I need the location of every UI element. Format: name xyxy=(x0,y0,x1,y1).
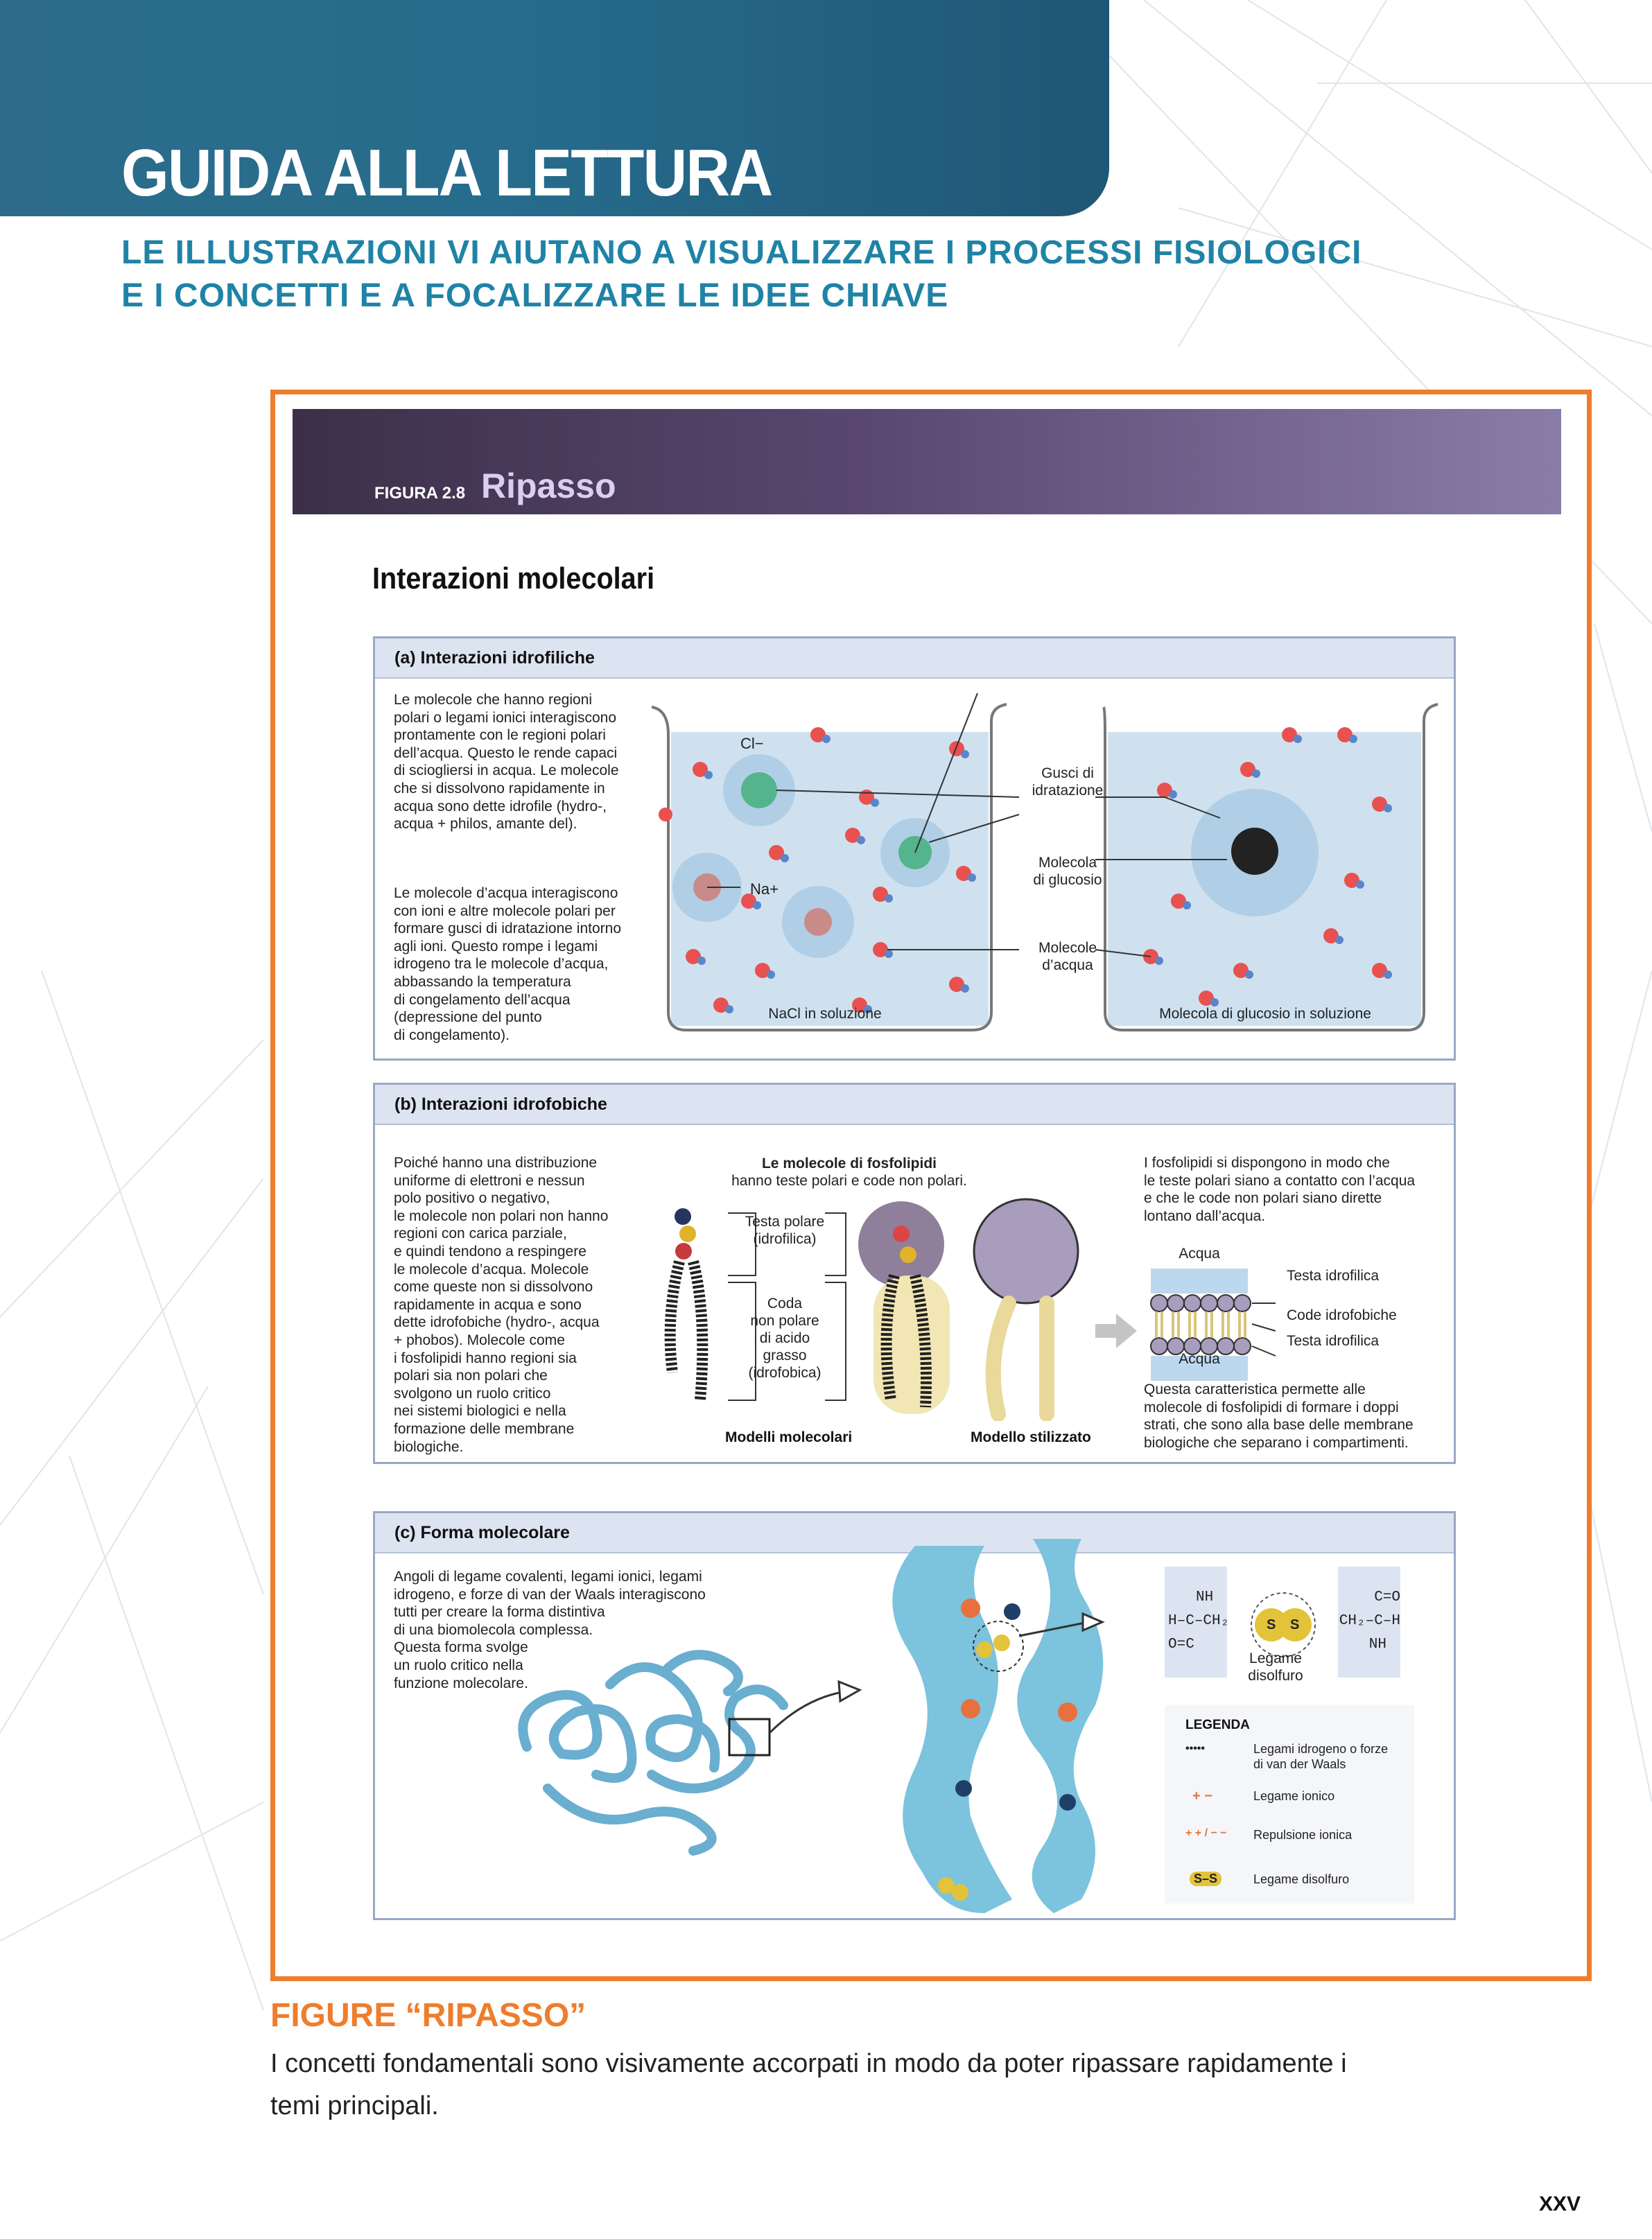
text-line: NH xyxy=(1196,1589,1214,1605)
panel-b-text-bottom xyxy=(1144,1381,1449,1452)
legend-symbol: ••••• xyxy=(1185,1743,1206,1754)
text-line: dette idrofobiche (hydro-, acqua xyxy=(394,1314,600,1331)
molecular-model-2 xyxy=(858,1201,950,1414)
legend-label: Repulsione ionica xyxy=(1253,1828,1353,1842)
text-line: le molecole non polari non hanno xyxy=(394,1208,609,1224)
text-line: Poiché hanno una distribuzione xyxy=(394,1155,598,1171)
text-line: rapidamente in acqua e sono xyxy=(394,1296,582,1313)
text-line: idrogeno tra le molecole d’acqua, xyxy=(394,956,609,973)
text-line: acqua sono dette idrofile (hydro-, xyxy=(394,798,607,814)
text-line: molecole di fosfolipidi di formare i doppi xyxy=(1144,1399,1399,1415)
text-line: uniforme di elettroni e nessun xyxy=(394,1172,585,1189)
caption-stylized-model: Modello stilizzato xyxy=(971,1429,1091,1445)
text-line: lontano dall’acqua. xyxy=(1144,1208,1266,1224)
text-line: Le molecole d’acqua interagiscono xyxy=(394,885,618,901)
text-line: + phobos). Molecole come xyxy=(394,1332,565,1348)
text-line: CH₂–C–H xyxy=(1339,1613,1400,1629)
text-line: tutti per creare la forma distintiva xyxy=(394,1604,605,1621)
text-line: Testa polare xyxy=(745,1214,825,1230)
chem-right-formula xyxy=(1296,1586,1400,1657)
text-line: regioni con carica parziale, xyxy=(394,1226,567,1242)
text-line: con ioni e altre molecole polari per xyxy=(394,903,616,919)
legend-box xyxy=(1165,1705,1414,1903)
label-hydration-shells xyxy=(1016,765,1120,799)
page-subtitle xyxy=(121,232,1362,317)
text-line: svolgono un ruolo critico xyxy=(394,1385,551,1402)
text-line: biologiche che separano i compartimenti. xyxy=(1144,1434,1409,1451)
legend-symbol: + + / − − xyxy=(1185,1827,1227,1839)
text-line: C=O xyxy=(1374,1589,1400,1605)
text-line: un ruolo critico nella xyxy=(394,1657,523,1673)
text-line: di sciogliersi in acqua. Le molecole xyxy=(394,763,619,779)
sodium-ion xyxy=(804,908,832,936)
panel-b-text-right xyxy=(1144,1154,1449,1225)
protein-ribbon xyxy=(523,1655,783,1851)
text-line: di congelamento). xyxy=(394,1027,510,1043)
text-line: di glucosio xyxy=(1033,872,1102,888)
subtitle-line-1: LE ILLUSTRAZIONI VI AIUTANO A VISUALIZZARE I PROCESSI FISIOLOGICI xyxy=(121,234,1362,271)
text-line: d’acqua xyxy=(1042,957,1093,973)
beaker-1-caption: NaCl in soluzione xyxy=(768,1006,882,1022)
text-line: strati, che sono alla base delle membrane xyxy=(1144,1417,1414,1434)
text-line: hanno teste polari e code non polari. xyxy=(731,1173,967,1189)
label-chloride: Cl− xyxy=(740,735,764,752)
text-line: (idrofilica) xyxy=(753,1231,817,1247)
protein-strands xyxy=(892,1539,1103,1913)
text-line: funzione molecolare. xyxy=(394,1675,528,1691)
arrow-icon xyxy=(1095,1314,1137,1348)
text-line: di congelamento dell’acqua xyxy=(394,991,571,1008)
text-line: Gusci di xyxy=(1041,765,1094,781)
text-line: agli ioni. Questo rompe i legami xyxy=(394,938,598,955)
page-title: GUIDA ALLA LETTURA xyxy=(121,136,772,210)
chem-left-formula xyxy=(1168,1586,1251,1657)
text-line: formazione delle membrane xyxy=(394,1420,575,1437)
caption-molecular-models: Modelli molecolari xyxy=(725,1429,853,1445)
text-line: idrogeno, e forze di van der Waals interagiscono xyxy=(394,1586,706,1603)
text-line: acqua + philos, amante del). xyxy=(394,816,577,833)
panel-b-text-1 xyxy=(394,1154,657,1456)
legend-label: Legame ionico xyxy=(1253,1789,1335,1803)
text-line: (idrofobica) xyxy=(748,1365,821,1381)
phospholipid-title xyxy=(707,1155,991,1190)
text-line: nei sistemi biologici e nella xyxy=(394,1403,566,1420)
label-water-molecules xyxy=(1016,939,1120,974)
text-line: Molecola xyxy=(1038,855,1097,871)
legend-label xyxy=(1253,1741,1413,1772)
text-line: che si dissolvono rapidamente in xyxy=(394,780,605,796)
bilayer-water-bottom: Acqua xyxy=(1179,1351,1220,1367)
text-line: Legami idrogeno o forze xyxy=(1253,1742,1389,1756)
text-line: di acido xyxy=(759,1330,810,1346)
bilayer-water-top: Acqua xyxy=(1179,1246,1220,1262)
text-line: di una biomolecola complessa. xyxy=(394,1621,593,1638)
text-line: le teste polari siano a contatto con l’acqua xyxy=(1144,1172,1416,1189)
legend-title: LEGENDA xyxy=(1185,1718,1250,1732)
caption-title: FIGURE “RIPASSO” xyxy=(270,1997,586,2034)
figure-name: Ripasso xyxy=(481,467,616,505)
stylized-phospholipid xyxy=(974,1199,1078,1414)
label-hydrophilic-head-bottom: Testa idrofilica xyxy=(1287,1333,1380,1349)
text-line: polo positivo o negativo, xyxy=(394,1190,550,1207)
page-number: XXV xyxy=(1539,2193,1581,2215)
label-hydrophobic-tails: Code idrofobiche xyxy=(1287,1307,1397,1323)
panel-a-text-2 xyxy=(394,885,657,1044)
label-polar-head xyxy=(736,1213,833,1248)
text-line: Legame xyxy=(1249,1650,1302,1666)
protein-illustration xyxy=(485,1525,1179,1948)
text-line: Questa forma svolge xyxy=(394,1639,528,1656)
text-line: Molecole xyxy=(1038,940,1097,956)
text-line: dell’acqua. Questo le rende capaci xyxy=(394,744,618,761)
text-line: e quindi tendono a respingere xyxy=(394,1243,586,1260)
text-line: NH xyxy=(1368,1637,1386,1653)
panel-a-heading: (a) Interazioni idrofiliche xyxy=(375,638,1454,679)
text-line: O=C xyxy=(1168,1637,1194,1653)
label-glucose xyxy=(1016,854,1120,889)
label-nonpolar-tail xyxy=(736,1295,833,1382)
beaker-2-caption: Molecola di glucosio in soluzione xyxy=(1159,1006,1371,1022)
text-line: i fosfolipidi hanno regioni sia xyxy=(394,1350,577,1366)
text-line: polari sia non polari che xyxy=(394,1368,548,1384)
text-line-bold: Le molecole di fosfolipidi xyxy=(761,1156,937,1171)
panel-a-text-1 xyxy=(394,691,657,833)
text-line: prontamente con le regioni polari xyxy=(394,727,606,744)
text-line: formare gusci di idratazione intorno xyxy=(394,921,622,937)
text-line: polari o legami ionici interagiscono xyxy=(394,709,617,726)
text-line: abbassando la temperatura xyxy=(394,973,571,990)
text-line: Coda xyxy=(767,1296,803,1312)
sulfur-label-1: S xyxy=(1267,1617,1276,1632)
label-sodium: Na+ xyxy=(750,880,779,898)
panel-c-heading: (c) Forma molecolare xyxy=(375,1513,1454,1553)
arrow-icon xyxy=(839,1682,860,1701)
panel-b-heading: (b) Interazioni idrofobiche xyxy=(375,1085,1454,1125)
text-line: come queste non si dissolvono xyxy=(394,1279,593,1296)
text-line: I fosfolipidi si dispongono in modo che xyxy=(1144,1155,1390,1171)
legend-symbol: + − xyxy=(1192,1788,1212,1804)
text-line: Angoli di legame covalenti, legami ionici, legami xyxy=(394,1569,702,1585)
legend-label: Legame disolfuro xyxy=(1253,1872,1350,1886)
figure-number: FIGURA 2.8 xyxy=(374,484,466,503)
sulfur-label-2: S xyxy=(1290,1617,1300,1632)
text-line: H–C–CH₂ xyxy=(1168,1613,1230,1629)
text-line: e che le code non polari siano dirette xyxy=(1144,1190,1382,1207)
molecular-model-1 xyxy=(670,1208,703,1400)
text-line: non polare xyxy=(750,1313,819,1329)
caption-body: I concetti fondamentali sono visivamente accorpati in modo da poter ripassare rapidamente i temi principali. xyxy=(270,2049,1347,2120)
disulfide-label xyxy=(1234,1650,1317,1684)
text-line: idratazione xyxy=(1032,783,1104,799)
text-line: grasso xyxy=(763,1348,807,1364)
chloride-ion xyxy=(741,772,777,808)
text-line: di van der Waals xyxy=(1253,1757,1346,1771)
text-line: (depressione del punto xyxy=(394,1009,542,1026)
subtitle-line-2: E I CONCETTI E A FOCALIZZARE LE IDEE CHIAVE xyxy=(121,277,949,314)
text-line: Le molecole che hanno regioni xyxy=(394,692,593,708)
text-line: le molecole d’acqua. Molecole xyxy=(394,1261,589,1278)
text-line: Questa caratteristica permette alle xyxy=(1144,1382,1366,1397)
text-line: biologiche. xyxy=(394,1438,464,1455)
glucose-molecule xyxy=(1231,828,1278,875)
section-title: Interazioni molecolari xyxy=(372,561,655,595)
legend-symbol: S–S xyxy=(1190,1872,1221,1886)
text-line: disolfuro xyxy=(1248,1668,1303,1684)
label-hydrophilic-head-top: Testa idrofilica xyxy=(1287,1268,1380,1284)
